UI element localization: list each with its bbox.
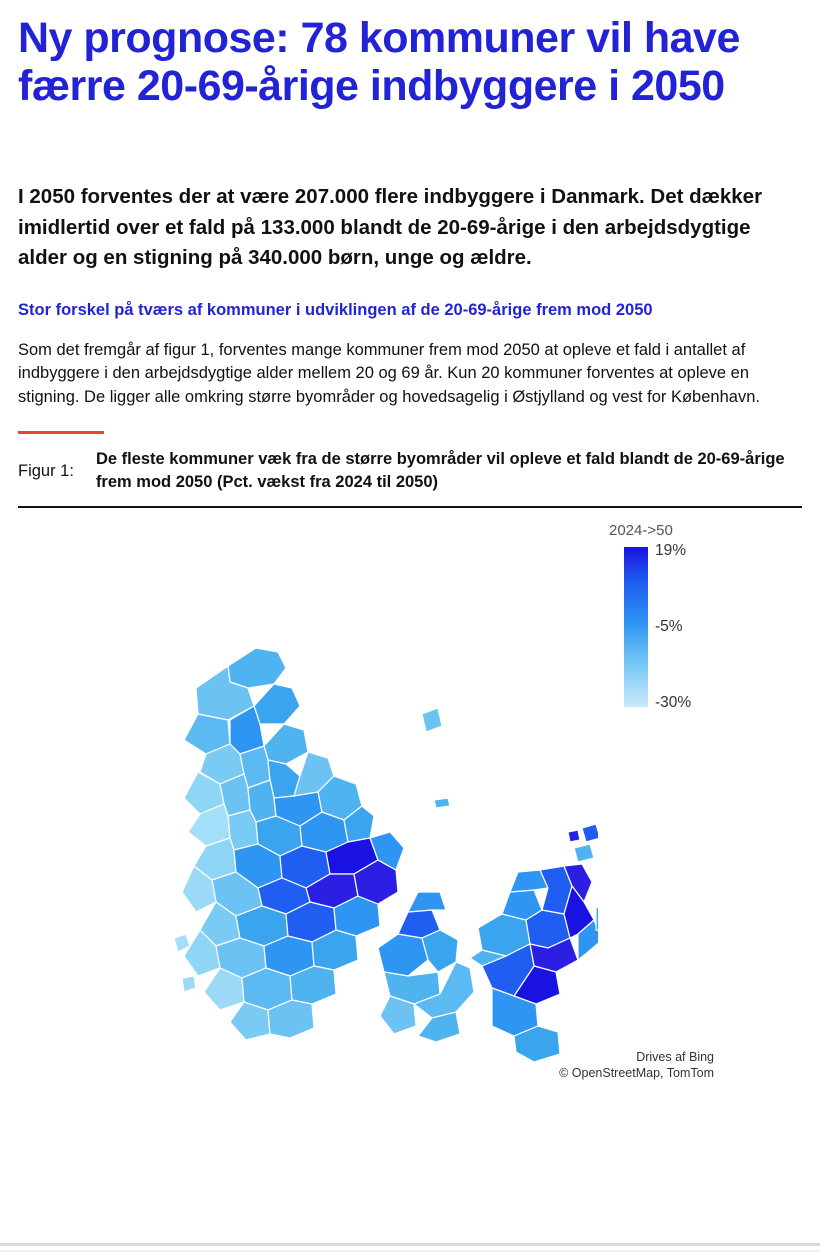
- footer-divider: [0, 1243, 820, 1246]
- legend-tick-low: -30%: [655, 694, 692, 712]
- map-legend: [593, 522, 773, 712]
- legend-tick-mid: -5%: [655, 618, 683, 636]
- attribution-line-1: Drives af Bing: [636, 1049, 714, 1064]
- legend-tick-high: 19%: [655, 542, 687, 560]
- attribution-line-2: © OpenStreetMap, TomTom: [559, 1066, 714, 1081]
- denmark-choropleth-map: [78, 548, 598, 1068]
- figure-title: De fleste kommuner væk fra de større byområder vil opleve et fald blandt de 20-69-årige frem mod 2050 (Pct. vækst fra 2024 til 2050): [95, 450, 785, 492]
- map-regions: [174, 648, 598, 1062]
- footer-divider-secondary: [0, 1250, 820, 1252]
- legend-body: [593, 542, 773, 712]
- figure-chart-area: [18, 508, 802, 1088]
- document-page: [0, 14, 820, 1254]
- page-title: Ny prognose: 78 kommuner vil have færre 20-69-årige indbyggere i 2050: [18, 14, 740, 111]
- section-subheading: Stor forskel på tværs af kommuner i udviklingen af de 20-69-årige frem mod 2050: [18, 301, 653, 320]
- red-divider: [18, 431, 104, 434]
- figure-label: Figur 1:: [18, 462, 74, 481]
- map-attribution: [559, 1049, 714, 1083]
- legend-title: 2024->50: [609, 522, 673, 540]
- body-paragraph: Som det fremgår af figur 1, forventes mange kommuner frem mod 2050 at opleve et fald i antallet af indbyggere i den arbejdsdygtige alder mellem 20 og 69 år. Kun 20 kommuner forventes at opleve en stigning. De ligger alle omkring større byområder og hovedsagelig i Østjylland og vest for København.: [18, 340, 760, 406]
- legend-gradient-bar: [624, 547, 648, 707]
- map-svg: [78, 548, 598, 1068]
- figure-header: [18, 448, 802, 494]
- lead-paragraph: I 2050 forventes der at være 207.000 flere indbyggere i Danmark. Det dækker imidlertid over et fald på 133.000 blandt de 20-69-årige i den arbejdsdygtige alder og en stigning på 340.000 børn, unge og ældre.: [18, 185, 763, 269]
